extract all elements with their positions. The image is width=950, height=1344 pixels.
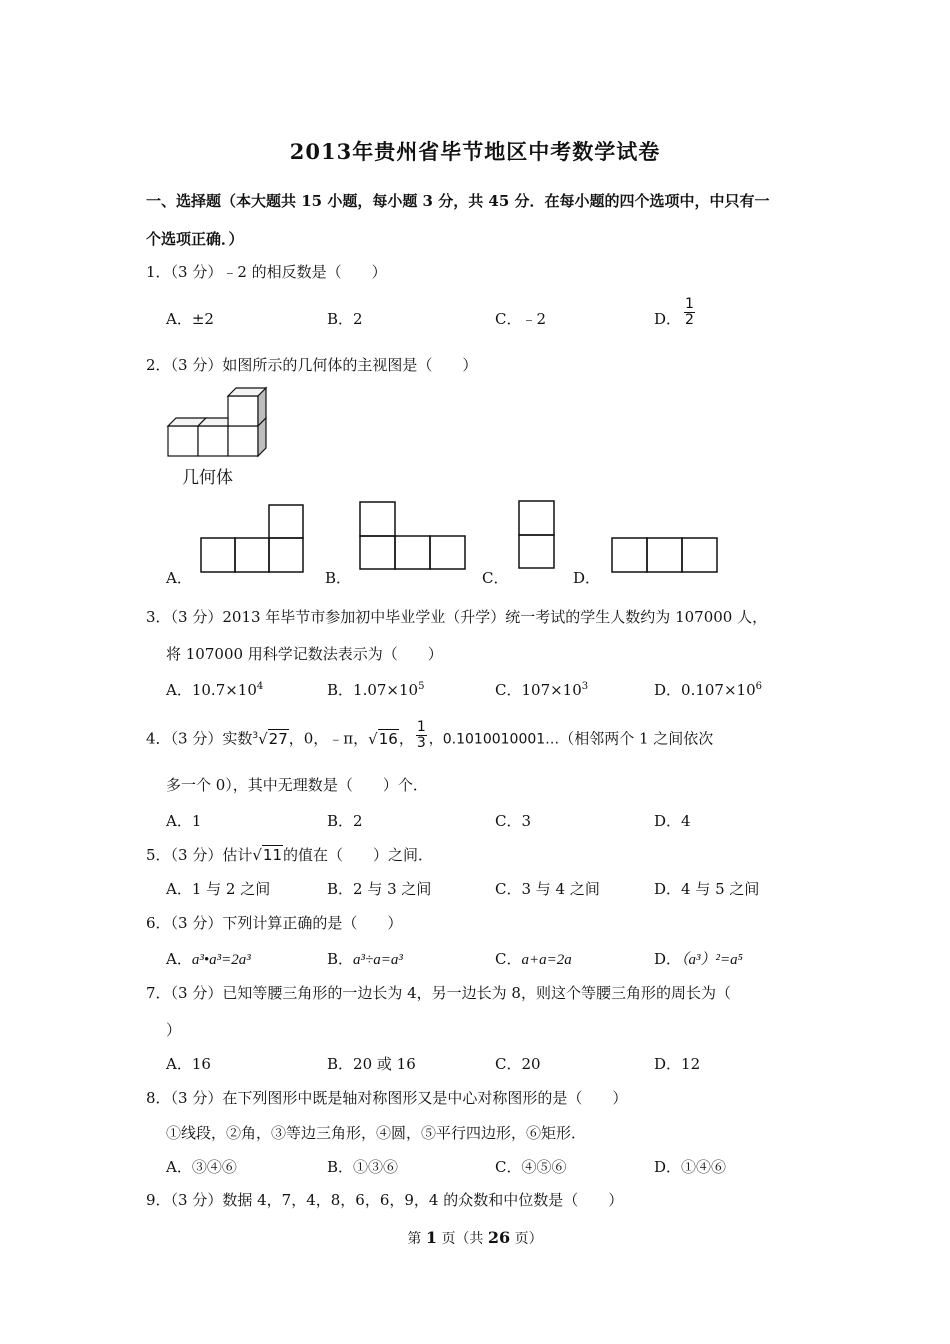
question-5-option-b: B．2 与 3 之间 (327, 880, 432, 898)
question-4-stem: 4．（3 分）实数$^3$√27，0，﹣π，√16， $\frac{1}{3}$ ，0.1010010001…（相邻两个 1 之间依次 (146, 719, 714, 751)
question-1-option-a: A．±2 (166, 310, 214, 328)
option-b-view-figure (358, 500, 468, 572)
question-7-option-d: D．12 (654, 1055, 701, 1073)
geometric-solid-figure (162, 384, 274, 460)
question-3-option-b: B．$1.07\times 10^5$ (327, 681, 425, 699)
question-7-stem-line2: ） (166, 1021, 182, 1039)
section-heading-line1: 一、选择题（本大题共 15 小题，每小题 3 分，共 45 分．在每小题的四个选项中，中只有一 (146, 192, 770, 210)
geometric-solid-label: 几何体 (182, 468, 233, 488)
question-7-option-c: C．20 (495, 1055, 541, 1073)
page-footer: 第 1 页（共 26 页） (407, 1228, 543, 1247)
question-3-option-a: A．$10.7\times 10^4$ (166, 681, 264, 699)
question-6-stem: 6．（3 分）下列计算正确的是（ ） (146, 914, 403, 932)
question-7-stem: 7．（3 分）已知等腰三角形的一边长为 4，另一边长为 8，则这个等腰三角形的周长为（ (146, 984, 731, 1002)
section-heading-line2: 个选项正确．） (146, 230, 244, 248)
question-6-option-c: C．a+a=2a (495, 950, 572, 968)
option-c-view-figure (517, 499, 557, 571)
option-a-view-figure (199, 503, 307, 575)
question-1-option-d-label: D． (654, 310, 682, 328)
question-2-option-b: B． (325, 569, 352, 587)
question-3-stem: 3．（3 分）2013 年毕节市参加初中毕业学业（升学）统一考试的学生人数约为 107000 人， (146, 608, 768, 626)
question-4-stem-line2: 多一个 0），其中无理数是（ ）个． (166, 776, 428, 794)
question-1-option-b: B．2 (327, 310, 363, 328)
question-1-stem: 1．（3 分）﹣2 的相反数是（ ） (146, 263, 387, 281)
question-8-option-a: A．③④⑥ (166, 1158, 237, 1176)
repeating-decimal: ，0.1010010001… (428, 731, 560, 748)
question-2-option-c: C． (482, 569, 509, 587)
question-4-option-a: A．1 (166, 812, 202, 830)
question-4-option-d: D．4 (654, 812, 691, 830)
question-2-stem: 2．（3 分）如图所示的几何体的主视图是（ ） (146, 356, 478, 374)
question-1-option-d-fraction (684, 297, 695, 328)
question-8-stem: 8．（3 分）在下列图形中既是轴对称图形又是中心对称图形的是（ ） (146, 1089, 628, 1107)
question-5-option-a: A．1 与 2 之间 (166, 880, 271, 898)
question-5-option-d: D．4 与 5 之间 (654, 880, 760, 898)
question-8-option-b: B．①③⑥ (327, 1158, 399, 1176)
question-4-option-b: B．2 (327, 812, 363, 830)
cube-root-expression: $^3$√27 (252, 729, 288, 748)
question-4-option-c: C．3 (495, 812, 532, 830)
question-3-stem-line2: 将 107000 用科学记数法表示为（ ） (166, 645, 443, 663)
question-1-option-c: C．﹣2 (495, 310, 547, 328)
question-3-option-d: D．$0.107\times 10^6$ (654, 681, 762, 699)
question-7-option-a: A．16 (166, 1055, 211, 1073)
option-d-view-figure (610, 536, 720, 576)
fraction-numerator: 1 (685, 296, 694, 312)
one-third-fraction: $\frac{1}{3}$ (416, 719, 426, 751)
page-title: 2013年贵州省毕节地区中考数学试卷 (289, 139, 661, 164)
question-4-prefix: 4．（3 分）实数 (146, 729, 253, 748)
question-2-option-a: A． (166, 569, 192, 587)
question-8-stem-line2: ①线段，②角，③等边三角形，④圆，⑤平行四边形，⑥矩形． (166, 1124, 587, 1142)
question-8-option-d: D．①④⑥ (654, 1158, 727, 1176)
question-6-option-d: D．（a³）²=a⁵ (654, 950, 743, 968)
fraction-denominator: 2 (685, 312, 694, 328)
question-8-option-c: C．④⑤⑥ (495, 1158, 567, 1176)
total-page-count: 26 (487, 1228, 511, 1247)
current-page-number: 1 (425, 1228, 437, 1247)
question-7-option-b: B．20 或 16 (327, 1055, 416, 1073)
question-3-option-c: C．$107\times 10^3$ (495, 681, 589, 699)
question-9-stem: 9．（3 分）数据 4，7，4，8，6，6，9，4 的众数和中位数是（ ） (146, 1191, 624, 1209)
question-5-stem: 5．（3 分）估计√11的值在（ ）之间． (146, 846, 434, 864)
question-6-option-a: A．a³•a³=2a³ (166, 950, 251, 968)
question-1-option-d (654, 308, 681, 329)
square-root-expression: √11 (252, 846, 283, 864)
question-2-option-d: D． (573, 569, 601, 587)
question-5-option-c: C．3 与 4 之间 (495, 880, 600, 898)
question-6-option-b: B．a³÷a=a³ (327, 950, 403, 968)
square-root-expression: √16 (368, 729, 398, 748)
